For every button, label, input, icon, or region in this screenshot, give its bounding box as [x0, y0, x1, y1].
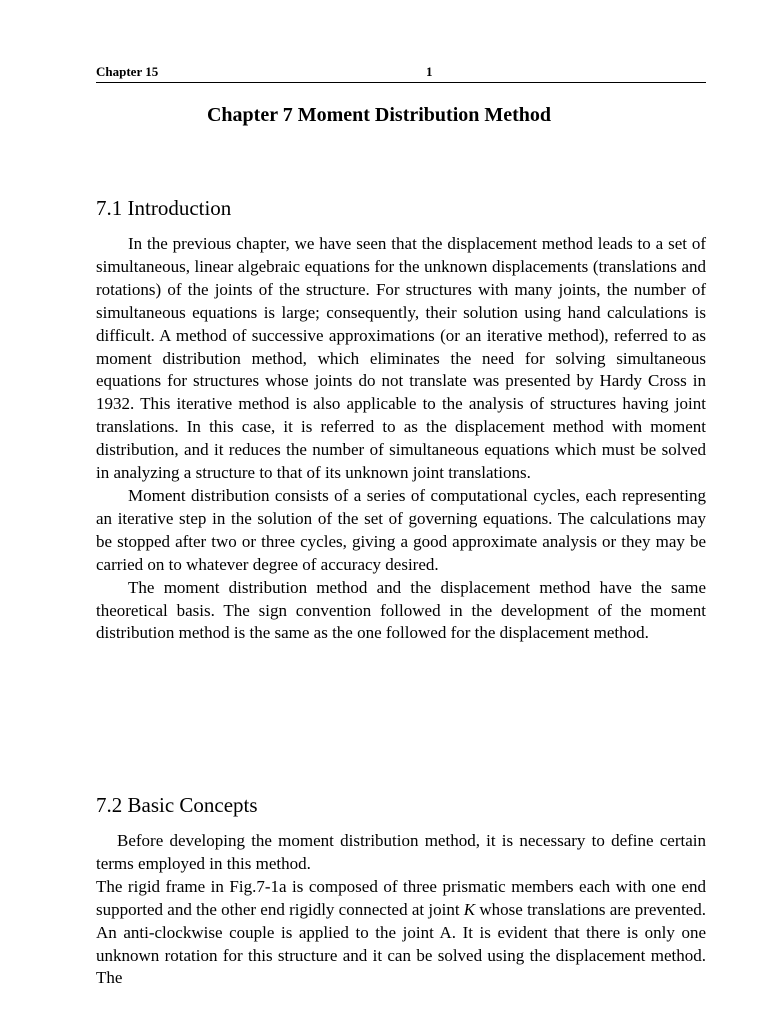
paragraph: Moment distribution consists of a series of computational cycles, each representing an iterative step in the solution of the set of governing equations. The calculations may be stopped after two or three cycles, giving a good approximate analysis or they may be carried on to whatever degree of accuracy desired. [96, 485, 706, 574]
basic-concepts-body [96, 830, 706, 990]
paragraph-text: The rigid frame in Fig.7-1a is composed of three prismatic members each with one end supported and the other end rigidly connected at joint [96, 876, 706, 919]
chapter-title: Chapter 7 Moment Distribution Method [206, 104, 552, 126]
running-header [96, 62, 706, 83]
paragraph: In the previous chapter, we have seen that the displacement method leads to a set of simultaneous, linear algebraic equations for the unknown displacements (translations and rotations) of the joints of the structure. For structures with many joints, the number of simultaneous equations is large; consequently, their solution using hand calculations is difficult. A method of successive approximations (or an iterative method), referred to as moment distribution method, which eliminates the need for solving simultaneous equations for structures whose joints do not translate was presented by Hardy Cross in 1932. This iterative method is also applicable to the analysis of structures having joint translations. In this case, it is referred to as the displacement method with moment distribution, and it reduces the number of simultaneous equations which must be solved in analyzing a structure to that of its unknown joint translations. [96, 234, 706, 483]
document-page [96, 0, 706, 1024]
section-heading-introduction: 7.1 Introduction [96, 196, 232, 220]
paragraph-text: whose translations are prevented. An anti-clockwise couple is applied to the joint A. It is evident that there is only one unknown rotation for this structure and it can be solved using the displacement method. The [96, 899, 706, 988]
paragraph: Before developing the moment distribution method, it is necessary to define certain terms employed in this method. [96, 831, 706, 873]
paragraph-rigid-frame [96, 876, 706, 991]
introduction-body [96, 233, 706, 645]
section-heading-basic-concepts: 7.2 Basic Concepts [96, 793, 258, 817]
joint-symbol: K [463, 899, 476, 919]
paragraph: The moment distribution method and the displacement method have the same theoretical basis. The sign convention followed in the development of the moment distribution method is the same as the one followed for the displacement method. [96, 577, 706, 643]
page-number: 1 [426, 64, 433, 79]
running-header-chapter: Chapter 15 [96, 64, 159, 79]
